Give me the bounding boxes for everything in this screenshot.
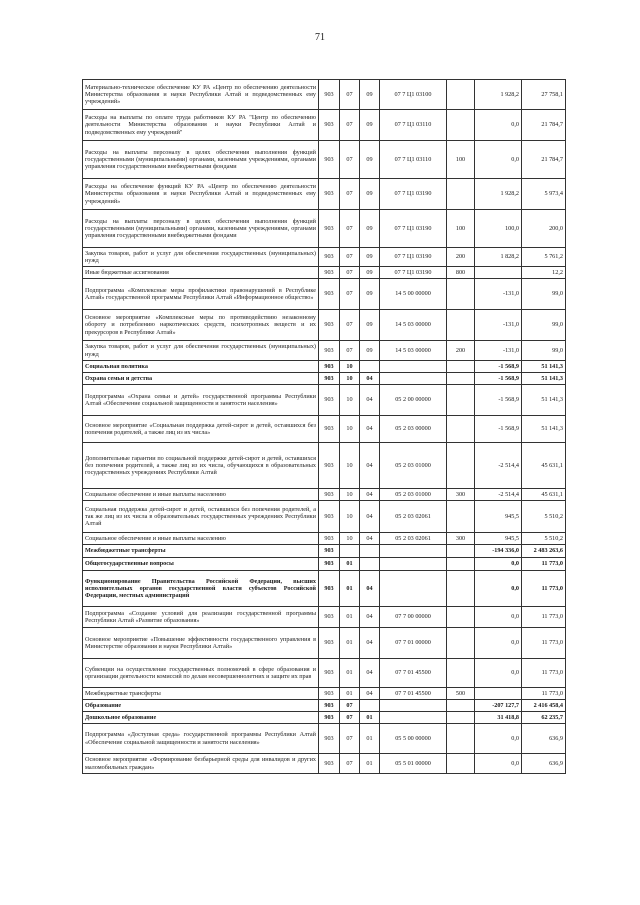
table-row bbox=[83, 443, 566, 489]
table-row bbox=[83, 361, 566, 373]
subsection-code-cell bbox=[360, 545, 380, 558]
section-code-cell bbox=[340, 545, 360, 558]
admin-code-cell: 903 bbox=[319, 210, 340, 248]
amount-change-cell: -131,0 bbox=[475, 279, 522, 310]
expense-type-cell bbox=[447, 279, 475, 310]
admin-code-cell: 903 bbox=[319, 754, 340, 774]
amount-change-cell: 0,0 bbox=[475, 659, 522, 688]
expense-name-cell: Общегосударственные вопросы bbox=[83, 558, 319, 571]
amount-total-cell: 45 631,1 bbox=[522, 489, 566, 501]
expense-name-cell: Расходы на выплаты персоналу в целях обеспечения выполнения функций государственными (муниципальными) органами, казенными учреждениями, органами управления государственными внебюджетными фондами bbox=[83, 141, 319, 179]
table-row bbox=[83, 754, 566, 774]
expense-type-cell: 200 bbox=[447, 248, 475, 267]
section-code-cell: 07 bbox=[340, 267, 360, 279]
section-code-cell: 10 bbox=[340, 501, 360, 533]
amount-change-cell: 945,5 bbox=[475, 501, 522, 533]
section-code-cell: 07 bbox=[340, 712, 360, 724]
expense-type-cell bbox=[447, 416, 475, 443]
table-row bbox=[83, 558, 566, 571]
expense-type-cell: 100 bbox=[447, 141, 475, 179]
expense-name-cell: Материально-техническое обеспечение КУ РА «Центр по обеспечению деятельности Министерства образования и науки Республики Алтай и подведомственных ему учреждений» bbox=[83, 80, 319, 110]
amount-total-cell: 45 631,1 bbox=[522, 443, 566, 489]
subsection-code-cell: 09 bbox=[360, 141, 380, 179]
subsection-code-cell bbox=[360, 558, 380, 571]
subsection-code-cell: 09 bbox=[360, 110, 380, 141]
table-row bbox=[83, 373, 566, 385]
table-row bbox=[83, 545, 566, 558]
expense-type-cell bbox=[447, 501, 475, 533]
budget-table bbox=[82, 79, 566, 774]
expense-type-cell: 100 bbox=[447, 210, 475, 248]
expense-name-cell: Подпрограмма «Доступная среда» государственной программы Республики Алтай «Обеспечение социальной защищенности и занятости населения» bbox=[83, 724, 319, 754]
expense-type-cell bbox=[447, 571, 475, 607]
table-row bbox=[83, 659, 566, 688]
table-row bbox=[83, 80, 566, 110]
amount-total-cell: 2 483 263,6 bbox=[522, 545, 566, 558]
expense-name-cell: Иные бюджетные ассигнования bbox=[83, 267, 319, 279]
admin-code-cell: 903 bbox=[319, 279, 340, 310]
amount-change-cell: -131,0 bbox=[475, 310, 522, 341]
admin-code-cell: 903 bbox=[319, 361, 340, 373]
admin-code-cell: 903 bbox=[319, 628, 340, 659]
target-article-cell bbox=[380, 558, 447, 571]
amount-total-cell: 51 141,3 bbox=[522, 385, 566, 416]
table-row bbox=[83, 571, 566, 607]
expense-type-cell bbox=[447, 607, 475, 628]
expense-type-cell: 300 bbox=[447, 489, 475, 501]
admin-code-cell: 903 bbox=[319, 489, 340, 501]
amount-total-cell: 11 773,0 bbox=[522, 659, 566, 688]
section-code-cell: 07 bbox=[340, 141, 360, 179]
section-code-cell: 01 bbox=[340, 628, 360, 659]
section-code-cell: 01 bbox=[340, 659, 360, 688]
expense-name-cell: Функционирование Правительства Российской Федерации, высших исполнительных органов государственной власти субъектов Российской Федерации, местных администраций bbox=[83, 571, 319, 607]
amount-change-cell: -1 568,9 bbox=[475, 361, 522, 373]
target-article-cell: 05 5 00 00000 bbox=[380, 724, 447, 754]
expense-name-cell: Закупка товаров, работ и услуг для обеспечения государственных (муниципальных) нужд bbox=[83, 248, 319, 267]
subsection-code-cell bbox=[360, 361, 380, 373]
target-article-cell: 05 5 01 00000 bbox=[380, 754, 447, 774]
expense-type-cell: 300 bbox=[447, 533, 475, 545]
subsection-code-cell: 04 bbox=[360, 373, 380, 385]
expense-type-cell bbox=[447, 724, 475, 754]
subsection-code-cell: 04 bbox=[360, 501, 380, 533]
expense-name-cell: Субвенции на осуществление государственных полномочий в сфере образования и организации деятельности комиссий по делам несовершеннолетних и защите их прав bbox=[83, 659, 319, 688]
admin-code-cell: 903 bbox=[319, 179, 340, 210]
expense-name-cell: Основное мероприятие «Комплексные меры по противодействию незаконному обороту и потреблению наркотических средств, психотропных веществ и их прекурсоров в Республике Алтай» bbox=[83, 310, 319, 341]
subsection-code-cell: 09 bbox=[360, 179, 380, 210]
admin-code-cell: 903 bbox=[319, 659, 340, 688]
target-article-cell: 05 2 03 01000 bbox=[380, 443, 447, 489]
amount-total-cell: 5 510,2 bbox=[522, 501, 566, 533]
section-code-cell: 10 bbox=[340, 373, 360, 385]
amount-change-cell: 0,0 bbox=[475, 754, 522, 774]
section-code-cell: 07 bbox=[340, 110, 360, 141]
admin-code-cell: 903 bbox=[319, 443, 340, 489]
expense-type-cell bbox=[447, 373, 475, 385]
target-article-cell: 05 2 03 00000 bbox=[380, 416, 447, 443]
admin-code-cell: 903 bbox=[319, 341, 340, 361]
table-row bbox=[83, 700, 566, 712]
admin-code-cell: 903 bbox=[319, 267, 340, 279]
expense-type-cell bbox=[447, 558, 475, 571]
amount-total-cell: 11 773,0 bbox=[522, 571, 566, 607]
section-code-cell: 07 bbox=[340, 341, 360, 361]
subsection-code-cell: 04 bbox=[360, 688, 380, 700]
section-code-cell: 10 bbox=[340, 416, 360, 443]
amount-total-cell: 636,9 bbox=[522, 754, 566, 774]
admin-code-cell: 903 bbox=[319, 141, 340, 179]
expense-type-cell bbox=[447, 80, 475, 110]
table-row bbox=[83, 607, 566, 628]
amount-total-cell: 12,2 bbox=[522, 267, 566, 279]
amount-change-cell: 0,0 bbox=[475, 571, 522, 607]
table-row bbox=[83, 267, 566, 279]
target-article-cell: 05 2 03 02061 bbox=[380, 533, 447, 545]
expense-name-cell: Основное мероприятие «Повышение эффективности государственного управления в Министерстве образования и науки Республики Алтай» bbox=[83, 628, 319, 659]
subsection-code-cell: 04 bbox=[360, 533, 380, 545]
amount-total-cell: 21 784,7 bbox=[522, 110, 566, 141]
amount-total-cell: 99,0 bbox=[522, 310, 566, 341]
expense-name-cell: Подпрограмма «Создание условий для реализации государственной программы Республики Алтай «Развитие образования» bbox=[83, 607, 319, 628]
admin-code-cell: 903 bbox=[319, 501, 340, 533]
section-code-cell: 07 bbox=[340, 179, 360, 210]
amount-change-cell: 0,0 bbox=[475, 628, 522, 659]
target-article-cell: 05 2 00 00000 bbox=[380, 385, 447, 416]
target-article-cell bbox=[380, 700, 447, 712]
amount-change-cell: 0,0 bbox=[475, 110, 522, 141]
section-code-cell: 01 bbox=[340, 558, 360, 571]
table-row bbox=[83, 501, 566, 533]
subsection-code-cell: 04 bbox=[360, 385, 380, 416]
table-row bbox=[83, 489, 566, 501]
budget-table-body bbox=[83, 80, 566, 774]
amount-total-cell: 27 758,1 bbox=[522, 80, 566, 110]
subsection-code-cell: 04 bbox=[360, 443, 380, 489]
table-row bbox=[83, 688, 566, 700]
amount-change-cell: 1 828,2 bbox=[475, 248, 522, 267]
admin-code-cell: 903 bbox=[319, 700, 340, 712]
expense-type-cell: 800 bbox=[447, 267, 475, 279]
subsection-code-cell: 01 bbox=[360, 724, 380, 754]
subsection-code-cell bbox=[360, 700, 380, 712]
section-code-cell: 07 bbox=[340, 80, 360, 110]
section-code-cell: 07 bbox=[340, 210, 360, 248]
section-code-cell: 07 bbox=[340, 279, 360, 310]
amount-total-cell: 636,9 bbox=[522, 724, 566, 754]
amount-change-cell: 0,0 bbox=[475, 724, 522, 754]
expense-name-cell: Расходы на выплаты персоналу в целях обеспечения выполнения функций государственными (муниципальными) органами, казенными учреждениями, органами управления государственными внебюджетными фондами bbox=[83, 210, 319, 248]
expense-name-cell: Основное мероприятие «Формирование безбарьерной среды для инвалидов и других маломобильных граждан» bbox=[83, 754, 319, 774]
target-article-cell: 14 5 03 00000 bbox=[380, 341, 447, 361]
expense-name-cell: Межбюджетные трансферты bbox=[83, 545, 319, 558]
section-code-cell: 10 bbox=[340, 489, 360, 501]
admin-code-cell: 903 bbox=[319, 712, 340, 724]
subsection-code-cell: 04 bbox=[360, 571, 380, 607]
table-row bbox=[83, 310, 566, 341]
amount-change-cell: 0,0 bbox=[475, 607, 522, 628]
target-article-cell bbox=[380, 545, 447, 558]
expense-type-cell bbox=[447, 385, 475, 416]
table-row bbox=[83, 279, 566, 310]
page-number: 71 bbox=[315, 32, 325, 43]
table-row bbox=[83, 385, 566, 416]
section-code-cell: 01 bbox=[340, 607, 360, 628]
target-article-cell: 07 7 Ц1 03190 bbox=[380, 179, 447, 210]
subsection-code-cell: 09 bbox=[360, 248, 380, 267]
amount-change-cell: -2 514,4 bbox=[475, 489, 522, 501]
subsection-code-cell: 04 bbox=[360, 607, 380, 628]
target-article-cell: 05 2 03 01000 bbox=[380, 489, 447, 501]
amount-change-cell: -1 568,9 bbox=[475, 385, 522, 416]
expense-type-cell bbox=[447, 712, 475, 724]
subsection-code-cell: 09 bbox=[360, 80, 380, 110]
amount-total-cell: 5 510,2 bbox=[522, 533, 566, 545]
expense-type-cell bbox=[447, 443, 475, 489]
target-article-cell: 07 7 Ц1 03190 bbox=[380, 267, 447, 279]
table-row bbox=[83, 141, 566, 179]
target-article-cell: 07 7 01 45500 bbox=[380, 688, 447, 700]
expense-type-cell bbox=[447, 700, 475, 712]
amount-total-cell: 51 141,3 bbox=[522, 361, 566, 373]
amount-change-cell: -207 127,7 bbox=[475, 700, 522, 712]
amount-total-cell: 2 416 458,4 bbox=[522, 700, 566, 712]
admin-code-cell: 903 bbox=[319, 545, 340, 558]
amount-total-cell: 11 773,0 bbox=[522, 628, 566, 659]
amount-change-cell: 1 928,2 bbox=[475, 179, 522, 210]
expense-type-cell bbox=[447, 628, 475, 659]
table-row bbox=[83, 110, 566, 141]
table-row bbox=[83, 628, 566, 659]
target-article-cell: 07 7 00 00000 bbox=[380, 607, 447, 628]
section-code-cell: 07 bbox=[340, 248, 360, 267]
admin-code-cell: 903 bbox=[319, 80, 340, 110]
expense-type-cell bbox=[447, 545, 475, 558]
section-code-cell: 07 bbox=[340, 700, 360, 712]
expense-name-cell: Социальная политика bbox=[83, 361, 319, 373]
section-code-cell: 01 bbox=[340, 688, 360, 700]
amount-change-cell: -1 568,9 bbox=[475, 373, 522, 385]
expense-name-cell: Основное мероприятие «Социальная поддержка детей-сирот и детей, оставшихся без попечения родителей, а также лиц из их числа» bbox=[83, 416, 319, 443]
subsection-code-cell: 09 bbox=[360, 210, 380, 248]
target-article-cell: 07 7 Ц1 03100 bbox=[380, 80, 447, 110]
subsection-code-cell: 09 bbox=[360, 267, 380, 279]
amount-total-cell: 5 761,2 bbox=[522, 248, 566, 267]
admin-code-cell: 903 bbox=[319, 688, 340, 700]
expense-name-cell: Подпрограмма «Охрана семьи и детей» государственной программы Республики Алтай «Обеспечение социальной защищенности и занятости населения» bbox=[83, 385, 319, 416]
amount-change-cell: 100,0 bbox=[475, 210, 522, 248]
admin-code-cell: 903 bbox=[319, 724, 340, 754]
admin-code-cell: 903 bbox=[319, 416, 340, 443]
target-article-cell: 05 2 03 02061 bbox=[380, 501, 447, 533]
table-row bbox=[83, 533, 566, 545]
section-code-cell: 10 bbox=[340, 385, 360, 416]
amount-total-cell: 11 773,0 bbox=[522, 607, 566, 628]
section-code-cell: 07 bbox=[340, 754, 360, 774]
expense-type-cell bbox=[447, 659, 475, 688]
admin-code-cell: 903 bbox=[319, 533, 340, 545]
amount-total-cell: 99,0 bbox=[522, 279, 566, 310]
amount-change-cell: -2 514,4 bbox=[475, 443, 522, 489]
table-row bbox=[83, 179, 566, 210]
subsection-code-cell: 04 bbox=[360, 659, 380, 688]
expense-type-cell bbox=[447, 110, 475, 141]
subsection-code-cell: 04 bbox=[360, 489, 380, 501]
table-row bbox=[83, 248, 566, 267]
target-article-cell: 14 5 00 00000 bbox=[380, 279, 447, 310]
expense-name-cell: Социальное обеспечение и иные выплаты населению bbox=[83, 489, 319, 501]
amount-change-cell: 1 928,2 bbox=[475, 80, 522, 110]
target-article-cell: 07 7 Ц1 03110 bbox=[380, 141, 447, 179]
admin-code-cell: 903 bbox=[319, 571, 340, 607]
target-article-cell: 14 5 03 00000 bbox=[380, 310, 447, 341]
subsection-code-cell: 09 bbox=[360, 310, 380, 341]
expense-name-cell: Социальная поддержка детей-сирот и детей, оставшихся без попечения родителей, а так же лиц из их числа в образовательных государственных учреждениях Республики Алтай bbox=[83, 501, 319, 533]
amount-total-cell: 51 141,3 bbox=[522, 373, 566, 385]
target-article-cell: 07 7 01 00000 bbox=[380, 628, 447, 659]
expense-type-cell bbox=[447, 179, 475, 210]
expense-type-cell: 500 bbox=[447, 688, 475, 700]
expense-name-cell: Дополнительные гарантии по социальной поддержке детей-сирот и детей, оставшихся без попечения родителей, а также лиц из их числа, обучающихся в образовательных государственных учреждениях Республики Алтай bbox=[83, 443, 319, 489]
table-row bbox=[83, 712, 566, 724]
amount-change-cell: 945,5 bbox=[475, 533, 522, 545]
amount-total-cell: 99,0 bbox=[522, 341, 566, 361]
expense-type-cell bbox=[447, 754, 475, 774]
admin-code-cell: 903 bbox=[319, 310, 340, 341]
amount-change-cell: 0,0 bbox=[475, 558, 522, 571]
admin-code-cell: 903 bbox=[319, 373, 340, 385]
table-row bbox=[83, 341, 566, 361]
table-row bbox=[83, 416, 566, 443]
target-article-cell: 07 7 Ц1 03110 bbox=[380, 110, 447, 141]
section-code-cell: 07 bbox=[340, 310, 360, 341]
target-article-cell bbox=[380, 373, 447, 385]
table-row bbox=[83, 724, 566, 754]
section-code-cell: 10 bbox=[340, 533, 360, 545]
expense-type-cell bbox=[447, 310, 475, 341]
amount-total-cell: 62 235,7 bbox=[522, 712, 566, 724]
admin-code-cell: 903 bbox=[319, 558, 340, 571]
amount-total-cell: 11 773,0 bbox=[522, 558, 566, 571]
expense-name-cell: Расходы на обеспечение функций КУ РА «Центр по обеспечению деятельности Министерства образования и науки Республики Алтай и подведомственных ему учреждений» bbox=[83, 179, 319, 210]
subsection-code-cell: 09 bbox=[360, 341, 380, 361]
expense-type-cell bbox=[447, 361, 475, 373]
expense-name-cell: Подпрограмма «Комплексные меры профилактики правонарушений в Республике Алтай» государственной программы Республики Алтай «Информационное общество» bbox=[83, 279, 319, 310]
amount-change-cell: 31 418,8 bbox=[475, 712, 522, 724]
subsection-code-cell: 01 bbox=[360, 712, 380, 724]
expense-name-cell: Социальное обеспечение и иные выплаты населению bbox=[83, 533, 319, 545]
expense-name-cell: Закупка товаров, работ и услуг для обеспечения государственных (муниципальных) нужд bbox=[83, 341, 319, 361]
amount-change-cell: -194 336,0 bbox=[475, 545, 522, 558]
amount-total-cell: 5 973,4 bbox=[522, 179, 566, 210]
subsection-code-cell: 01 bbox=[360, 754, 380, 774]
section-code-cell: 10 bbox=[340, 443, 360, 489]
target-article-cell: 07 7 01 45500 bbox=[380, 659, 447, 688]
subsection-code-cell: 04 bbox=[360, 628, 380, 659]
amount-total-cell: 21 784,7 bbox=[522, 141, 566, 179]
expense-name-cell: Межбюджетные трансферты bbox=[83, 688, 319, 700]
amount-change-cell: -1 568,9 bbox=[475, 416, 522, 443]
expense-type-cell: 200 bbox=[447, 341, 475, 361]
admin-code-cell: 903 bbox=[319, 248, 340, 267]
expense-name-cell: Образование bbox=[83, 700, 319, 712]
target-article-cell: 07 7 Ц1 03190 bbox=[380, 210, 447, 248]
expense-name-cell: Охрана семьи и детства bbox=[83, 373, 319, 385]
target-article-cell bbox=[380, 571, 447, 607]
admin-code-cell: 903 bbox=[319, 110, 340, 141]
amount-total-cell: 51 141,3 bbox=[522, 416, 566, 443]
subsection-code-cell: 09 bbox=[360, 279, 380, 310]
target-article-cell bbox=[380, 712, 447, 724]
section-code-cell: 07 bbox=[340, 724, 360, 754]
expense-name-cell: Дошкольное образование bbox=[83, 712, 319, 724]
section-code-cell: 10 bbox=[340, 361, 360, 373]
amount-total-cell: 200,0 bbox=[522, 210, 566, 248]
amount-change-cell bbox=[475, 688, 522, 700]
table-row bbox=[83, 210, 566, 248]
expense-name-cell: Расходы на выплаты по оплате труда работников КУ РА "Центр по обеспечению деятельности Министерства образования и науки Республики Алтай и подведомственных ему учреждений" bbox=[83, 110, 319, 141]
subsection-code-cell: 04 bbox=[360, 416, 380, 443]
amount-change-cell: -131,0 bbox=[475, 341, 522, 361]
target-article-cell bbox=[380, 361, 447, 373]
amount-change-cell bbox=[475, 267, 522, 279]
amount-change-cell: 0,0 bbox=[475, 141, 522, 179]
admin-code-cell: 903 bbox=[319, 607, 340, 628]
target-article-cell: 07 7 Ц1 03190 bbox=[380, 248, 447, 267]
section-code-cell: 01 bbox=[340, 571, 360, 607]
amount-total-cell: 11 773,0 bbox=[522, 688, 566, 700]
admin-code-cell: 903 bbox=[319, 385, 340, 416]
